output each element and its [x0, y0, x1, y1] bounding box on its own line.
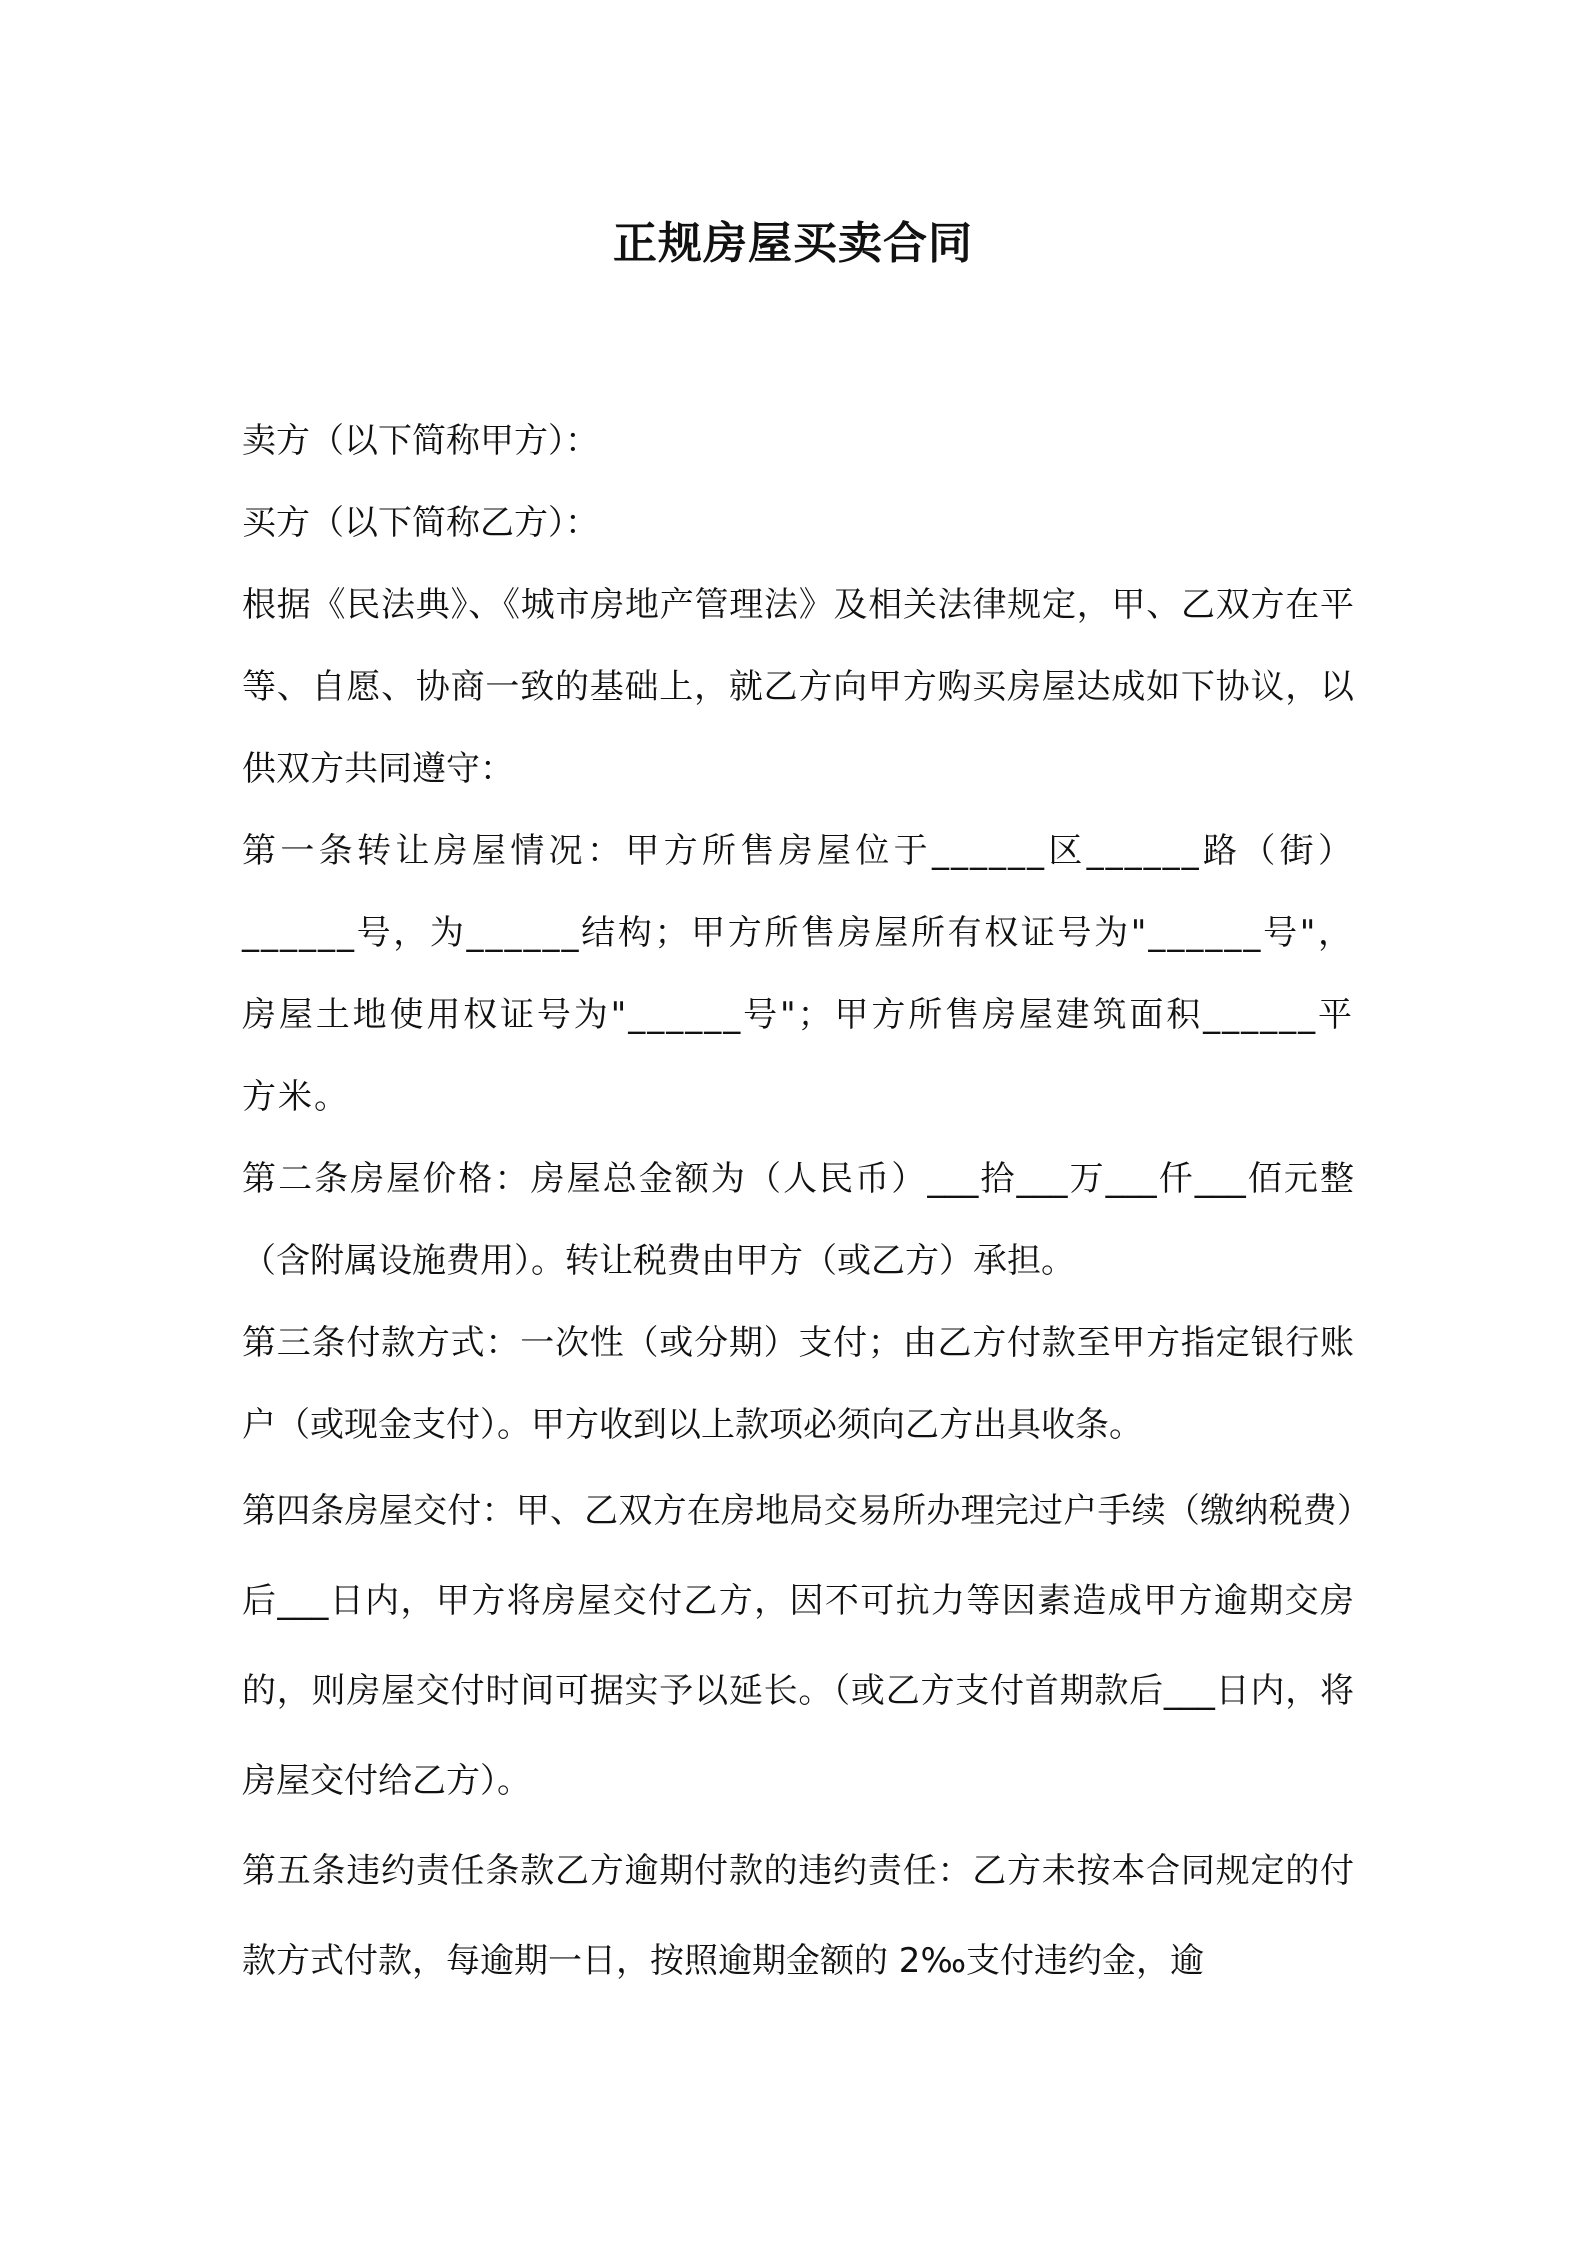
document-title: 正规房屋买卖合同 — [613, 218, 973, 269]
preamble-paragraph: 根据《民法典》、《城市房地产管理法》及相关法律规定，甲、乙双方在平等、自愿、协商一致的基础上，就乙方向甲方购买房屋达成如下协议，以供双方共同遵守： — [242, 585, 1354, 789]
document-body — [242, 400, 1354, 2006]
article-2-paragraph: 第二条房屋价格：房屋总金额为（人民币）___拾___万___仟___佰元整（含附属设施费用）。转让税费由甲方（或乙方）承担。 — [242, 1159, 1354, 1281]
article-3-paragraph: 第三条付款方式：一次性（或分期）支付；由乙方付款至甲方指定银行账户（或现金支付）。甲方收到以上款项必须向乙方出具收条。 — [242, 1323, 1354, 1445]
buyer-line: 买方（以下简称乙方）： — [242, 503, 599, 543]
seller-line: 卖方（以下简称甲方）： — [242, 421, 599, 461]
article-1-paragraph: 第一条转让房屋情况：甲方所售房屋位于______区______路（街）______号，为______结构；甲方所售房屋所有权证号为"______号"，房屋土地使用权证号为"______号"；甲方所售房屋建筑面积______平方米。 — [242, 831, 1354, 1117]
article-5-paragraph: 第五条违约责任条款乙方逾期付款的违约责任：乙方未按本合同规定的付款方式付款，每逾期一日，按照逾期金额的 2‰支付违约金，逾 — [242, 1851, 1354, 1981]
article-4-paragraph: 第四条房屋交付：甲、乙双方在房地局交易所办理完过户手续（缴纳税费）后___日内，甲方将房屋交付乙方，因不可抗力等因素造成甲方逾期交房的，则房屋交付时间可据实予以延长。（或乙方支付首期款后___日内，将房屋交付给乙方）。 — [242, 1491, 1354, 1801]
